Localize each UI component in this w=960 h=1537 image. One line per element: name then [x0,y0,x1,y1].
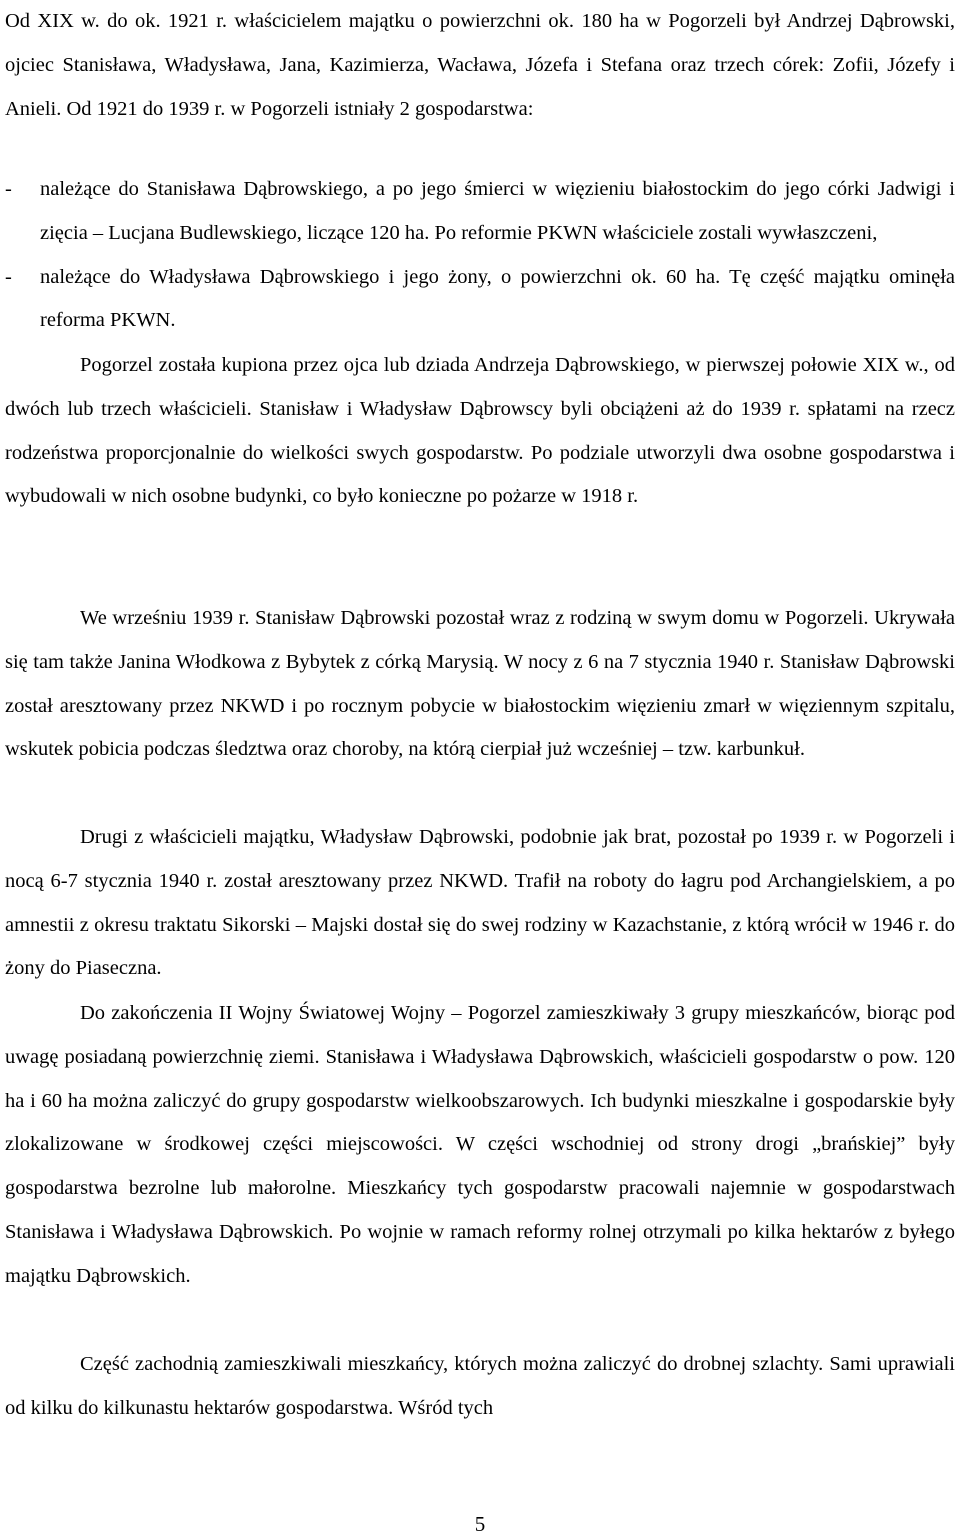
list-marker: - [5,265,12,288]
list-marker: - [5,178,12,200]
list-item-text: należące do Stanisława Dąbrowskiego, a po jego śmierci w więzieniu białostockim do jego córki Jadwigi i zięcia – Lucjana Budlewskiego, liczące 120 ha. Po reformie PKWN właściciele zostali wywłaszczeni, [40,178,955,244]
list-item [5,256,955,344]
paragraph-west: Część zachodnią zamieszkiwali mieszkańcy, których można zaliczyć do drobnej szlachty. Sami uprawiali od kilku do kilkunastu hektarów gospodarstwa. Wśród tych [5,1353,955,1419]
document-page [5,0,955,1537]
paragraph-intro: Od XIX w. do ok. 1921 r. właścicielem majątku o powierzchni ok. 180 ha w Pogorzeli był Andrzej Dąbrowski, ojciec Stanisława, Władysława, Jana, Kazimierza, Wacława, Józefa i Stefana oraz trzech córek: Zofii, Józefy i Anieli. Od 1921 do 1939 r. w Pogorzeli istniały 2 gospodarstwa: [5,10,955,120]
list-item [5,168,955,256]
paragraph-groups: Do zakończenia II Wojny Światowej Wojny – Pogorzel zamieszkiwały 3 grupy mieszkańców, biorąc pod uwagę posiadaną powierzchnię ziemi. Stanisława i Władysława Dąbrowskich, właścicieli gospodarstw o pow. 120 ha i 60 ha można zaliczyć do grupy gospodarstw wielkoobszarowych. Ich budynki mieszkalne i gospodarskie były zlokalizowane w środkowej części miejscowości. W części wschodniej od strony drogi „brańskiej” były gospodarstwa bezrolne lub małorolne. Mieszkańcy tych gospodarstw pracowali najemnie w gospodarstwach Stanisława i Władysława Dąbrowskich. Po wojnie w ramach reformy rolnej otrzymali po kilka hektarów z byłego majątku Dąbrowskich. [5,1002,955,1287]
list-item-text: należące do Władysława Dąbrowskiego i jego żony, o powierzchni ok. 60 ha. Tę część majątku ominęła reforma PKWN. [40,265,955,332]
page-number: 5 [474,1512,486,1536]
paragraph-stanislaw: We wrześniu 1939 r. Stanisław Dąbrowski pozostał wraz z rodziną w swym domu w Pogorzeli. Ukrywała się tam także Janina Włodkowa z Bybytek z córką Marysią. W nocy z 6 na 7 stycznia 1940 r. Stanisław Dąbrowski został aresztowany przez NKWD i po rocznym pobycie w białostockim więzieniu zmarł w więziennym szpitalu, wskutek pobicia podczas śledztwa oraz choroby, na którą cierpiał już wcześniej – tzw. karbunkuł. [5,607,955,761]
paragraph-purchase: Pogorzel została kupiona przez ojca lub dziada Andrzeja Dąbrowskiego, w pierwszej połowie XIX w., od dwóch lub trzech właścicieli. Stanisław i Władysław Dąbrowscy byli obciążeni aż do 1939 r. spłatami na rzecz rodzeństwa proporcjonalnie do wielkości swych gospodarstw. Po podziale utworzyli dwa osobne gospodarstwa i wybudowali w nich osobne budynki, co było konieczne po pożarze w 1918 r. [5,354,955,508]
paragraph-wladyslaw: Drugi z właścicieli majątku, Władysław Dąbrowski, podobnie jak brat, pozostał po 1939 r. w Pogorzeli i nocą 6-7 stycznia 1940 r. został aresztowany przez NKWD. Trafił na roboty do łagru pod Archangielskiem, a po amnestii z okresu traktatu Sikorski – Majski dostał się do swej rodziny w Kazachstanie, z którą wrócił w 1946 r. do żony do Piaseczna. [5,826,955,980]
farm-list [5,168,955,343]
